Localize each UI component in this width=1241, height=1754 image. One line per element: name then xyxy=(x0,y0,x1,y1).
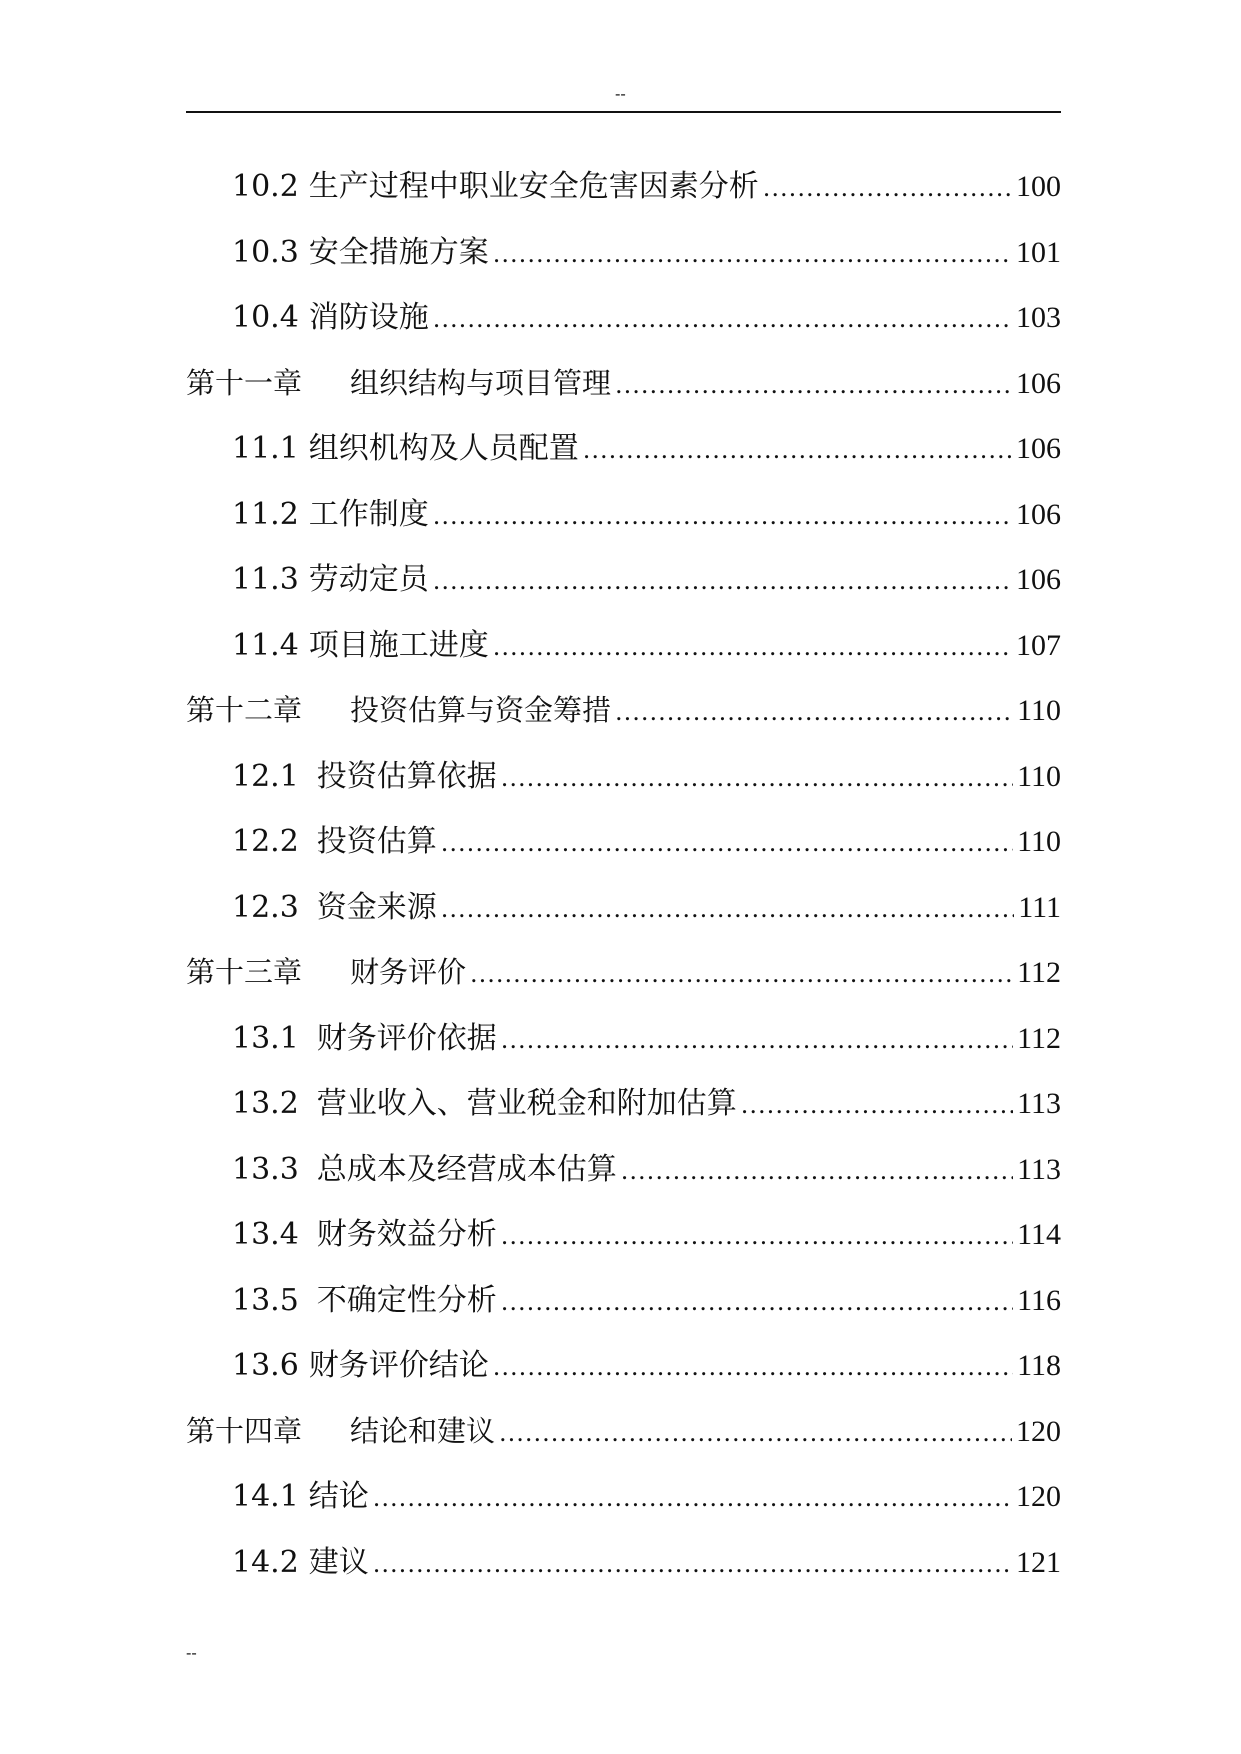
toc-section-entry[interactable] xyxy=(186,1202,1061,1268)
toc-section-entry[interactable] xyxy=(186,220,1061,286)
toc-page-number: 106 xyxy=(1016,497,1061,531)
toc-section-entry[interactable] xyxy=(186,744,1061,810)
toc-entry-title: 财务效益分析 xyxy=(316,1217,497,1252)
toc-entry-number: 第十三章 xyxy=(186,955,303,989)
toc-dot-leader xyxy=(501,746,1013,812)
toc-section-entry[interactable] xyxy=(186,1071,1061,1137)
toc-entry-number: 13.5 xyxy=(232,1282,299,1318)
toc-dot-leader xyxy=(493,1335,1013,1401)
toc-page-number: 120 xyxy=(1016,1480,1061,1513)
toc-entry-title: 项目施工进度 xyxy=(308,627,489,663)
toc-entry-number: 第十一章 xyxy=(186,365,303,400)
toc-entry-number: 11.4 xyxy=(232,627,299,663)
toc-entry-title: 建议 xyxy=(308,1544,369,1580)
toc-entry-title: 消防设施 xyxy=(308,300,429,335)
toc-entry-title: 不确定性分析 xyxy=(316,1282,497,1318)
toc-entry-title: 投资估算与资金筹措 xyxy=(350,693,612,727)
toc-page-number: 113 xyxy=(1017,1087,1061,1120)
toc-page-number: 107 xyxy=(1016,628,1061,662)
toc-page-number: 116 xyxy=(1017,1283,1061,1317)
toc-entry-title: 组织机构及人员配置 xyxy=(308,431,579,466)
toc-chapter-entry[interactable] xyxy=(186,678,1061,744)
toc-section-entry[interactable] xyxy=(186,1530,1061,1596)
toc-entry-title: 安全措施方案 xyxy=(308,234,489,270)
toc-section-entry[interactable] xyxy=(186,875,1061,941)
toc-entry-title: 结论 xyxy=(308,1479,369,1514)
page-footer-mark: -- xyxy=(186,1643,197,1662)
toc-page-number: 114 xyxy=(1017,1218,1061,1251)
toc-dot-leader xyxy=(501,1204,1013,1270)
toc-dot-leader xyxy=(615,353,1012,419)
toc-entry-title: 结论和建议 xyxy=(350,1413,496,1448)
toc-page-number: 113 xyxy=(1017,1152,1061,1186)
toc-page-number: 103 xyxy=(1016,301,1061,334)
toc-page-number: 106 xyxy=(1016,366,1061,400)
toc-page-number: 106 xyxy=(1016,563,1061,596)
toc-entry-number: 10.3 xyxy=(232,234,299,270)
toc-section-entry[interactable] xyxy=(186,547,1061,613)
toc-dot-leader xyxy=(493,222,1012,288)
toc-section-entry[interactable] xyxy=(186,1006,1061,1072)
toc-page-number: 110 xyxy=(1017,694,1061,727)
toc-dot-leader xyxy=(501,1008,1013,1074)
toc-entry-number: 11.3 xyxy=(232,562,299,597)
toc-section-entry[interactable] xyxy=(186,285,1061,351)
toc-entry-title: 财务评价依据 xyxy=(316,1020,497,1056)
toc-entry-title: 财务评价结论 xyxy=(308,1348,489,1383)
toc-dot-leader xyxy=(441,877,1014,943)
header-rule xyxy=(186,111,1061,113)
toc-dot-leader xyxy=(493,615,1012,681)
toc-entry-number: 第十二章 xyxy=(186,693,303,727)
toc-page-number: 110 xyxy=(1017,825,1061,858)
toc-entry-title: 总成本及经营成本估算 xyxy=(316,1151,617,1187)
toc-section-entry[interactable] xyxy=(186,416,1061,482)
toc-entry-number: 13.6 xyxy=(232,1348,299,1383)
toc-page-number: 112 xyxy=(1017,1021,1061,1055)
toc-page-number: 118 xyxy=(1017,1349,1061,1382)
toc-dot-leader xyxy=(741,1073,1013,1139)
toc-section-entry[interactable] xyxy=(186,1464,1061,1530)
toc-dot-leader xyxy=(499,1401,1012,1467)
toc-page-number: 100 xyxy=(1016,170,1061,203)
toc-entry-number: 11.1 xyxy=(232,431,299,466)
toc-dot-leader xyxy=(433,484,1012,550)
toc-entry-title: 财务评价 xyxy=(350,955,467,989)
toc-dot-leader xyxy=(433,549,1012,615)
toc-dot-leader xyxy=(433,287,1012,353)
toc-chapter-entry[interactable] xyxy=(186,940,1061,1006)
toc-dot-leader xyxy=(373,1532,1012,1598)
toc-entry-title: 工作制度 xyxy=(308,496,429,532)
toc-entry-number: 14.2 xyxy=(232,1544,299,1580)
toc-section-entry[interactable] xyxy=(186,482,1061,548)
toc-entry-title: 劳动定员 xyxy=(308,562,429,597)
toc-entry-number: 11.2 xyxy=(232,496,299,532)
toc-entry-number: 第十四章 xyxy=(186,1413,303,1448)
toc-entry-number: 13.1 xyxy=(232,1020,299,1056)
toc-section-entry[interactable] xyxy=(186,1333,1061,1399)
toc-entry-number: 13.4 xyxy=(232,1217,299,1252)
toc-entry-title: 资金来源 xyxy=(316,889,437,925)
toc-entry-number: 13.3 xyxy=(232,1151,299,1187)
toc-entry-title: 投资估算依据 xyxy=(316,758,497,794)
toc-section-entry[interactable] xyxy=(186,1137,1061,1203)
toc-dot-leader xyxy=(470,942,1013,1008)
toc-section-entry[interactable] xyxy=(186,154,1061,220)
toc-page-number: 121 xyxy=(1016,1545,1061,1579)
toc-entry-number: 10.2 xyxy=(232,169,299,204)
toc-entry-number: 14.1 xyxy=(232,1479,299,1514)
toc-dot-leader xyxy=(441,811,1013,877)
toc-entry-number: 13.2 xyxy=(232,1086,299,1121)
toc-entry-title: 组织结构与项目管理 xyxy=(350,365,612,400)
toc-entry-title: 投资估算 xyxy=(316,824,437,859)
toc-entry-number: 12.2 xyxy=(232,824,299,859)
toc-chapter-entry[interactable] xyxy=(186,351,1061,417)
toc-dot-leader xyxy=(621,1139,1013,1205)
toc-page-number: 106 xyxy=(1016,432,1061,465)
toc-entry-number: 10.4 xyxy=(232,300,299,335)
toc-section-entry[interactable] xyxy=(186,809,1061,875)
toc-entry-title: 生产过程中职业安全危害因素分析 xyxy=(308,169,759,204)
toc-dot-leader xyxy=(373,1466,1012,1532)
toc-dot-leader xyxy=(583,418,1012,484)
toc-page-number: 101 xyxy=(1016,235,1061,269)
toc-dot-leader xyxy=(615,680,1013,746)
table-of-contents xyxy=(186,154,1061,1595)
page-header-mark: -- xyxy=(615,84,626,103)
toc-page-number: 120 xyxy=(1016,1414,1061,1448)
toc-section-entry[interactable] xyxy=(186,613,1061,679)
toc-page-number: 111 xyxy=(1018,890,1061,924)
toc-page-number: 112 xyxy=(1017,956,1061,989)
toc-page-number: 110 xyxy=(1017,759,1061,793)
toc-entry-number: 12.1 xyxy=(232,758,299,794)
toc-dot-leader xyxy=(763,156,1012,222)
toc-chapter-entry[interactable] xyxy=(186,1399,1061,1465)
toc-entry-number: 12.3 xyxy=(232,889,299,925)
toc-section-entry[interactable] xyxy=(186,1268,1061,1334)
toc-entry-title: 营业收入、营业税金和附加估算 xyxy=(316,1086,737,1121)
toc-dot-leader xyxy=(501,1270,1013,1336)
